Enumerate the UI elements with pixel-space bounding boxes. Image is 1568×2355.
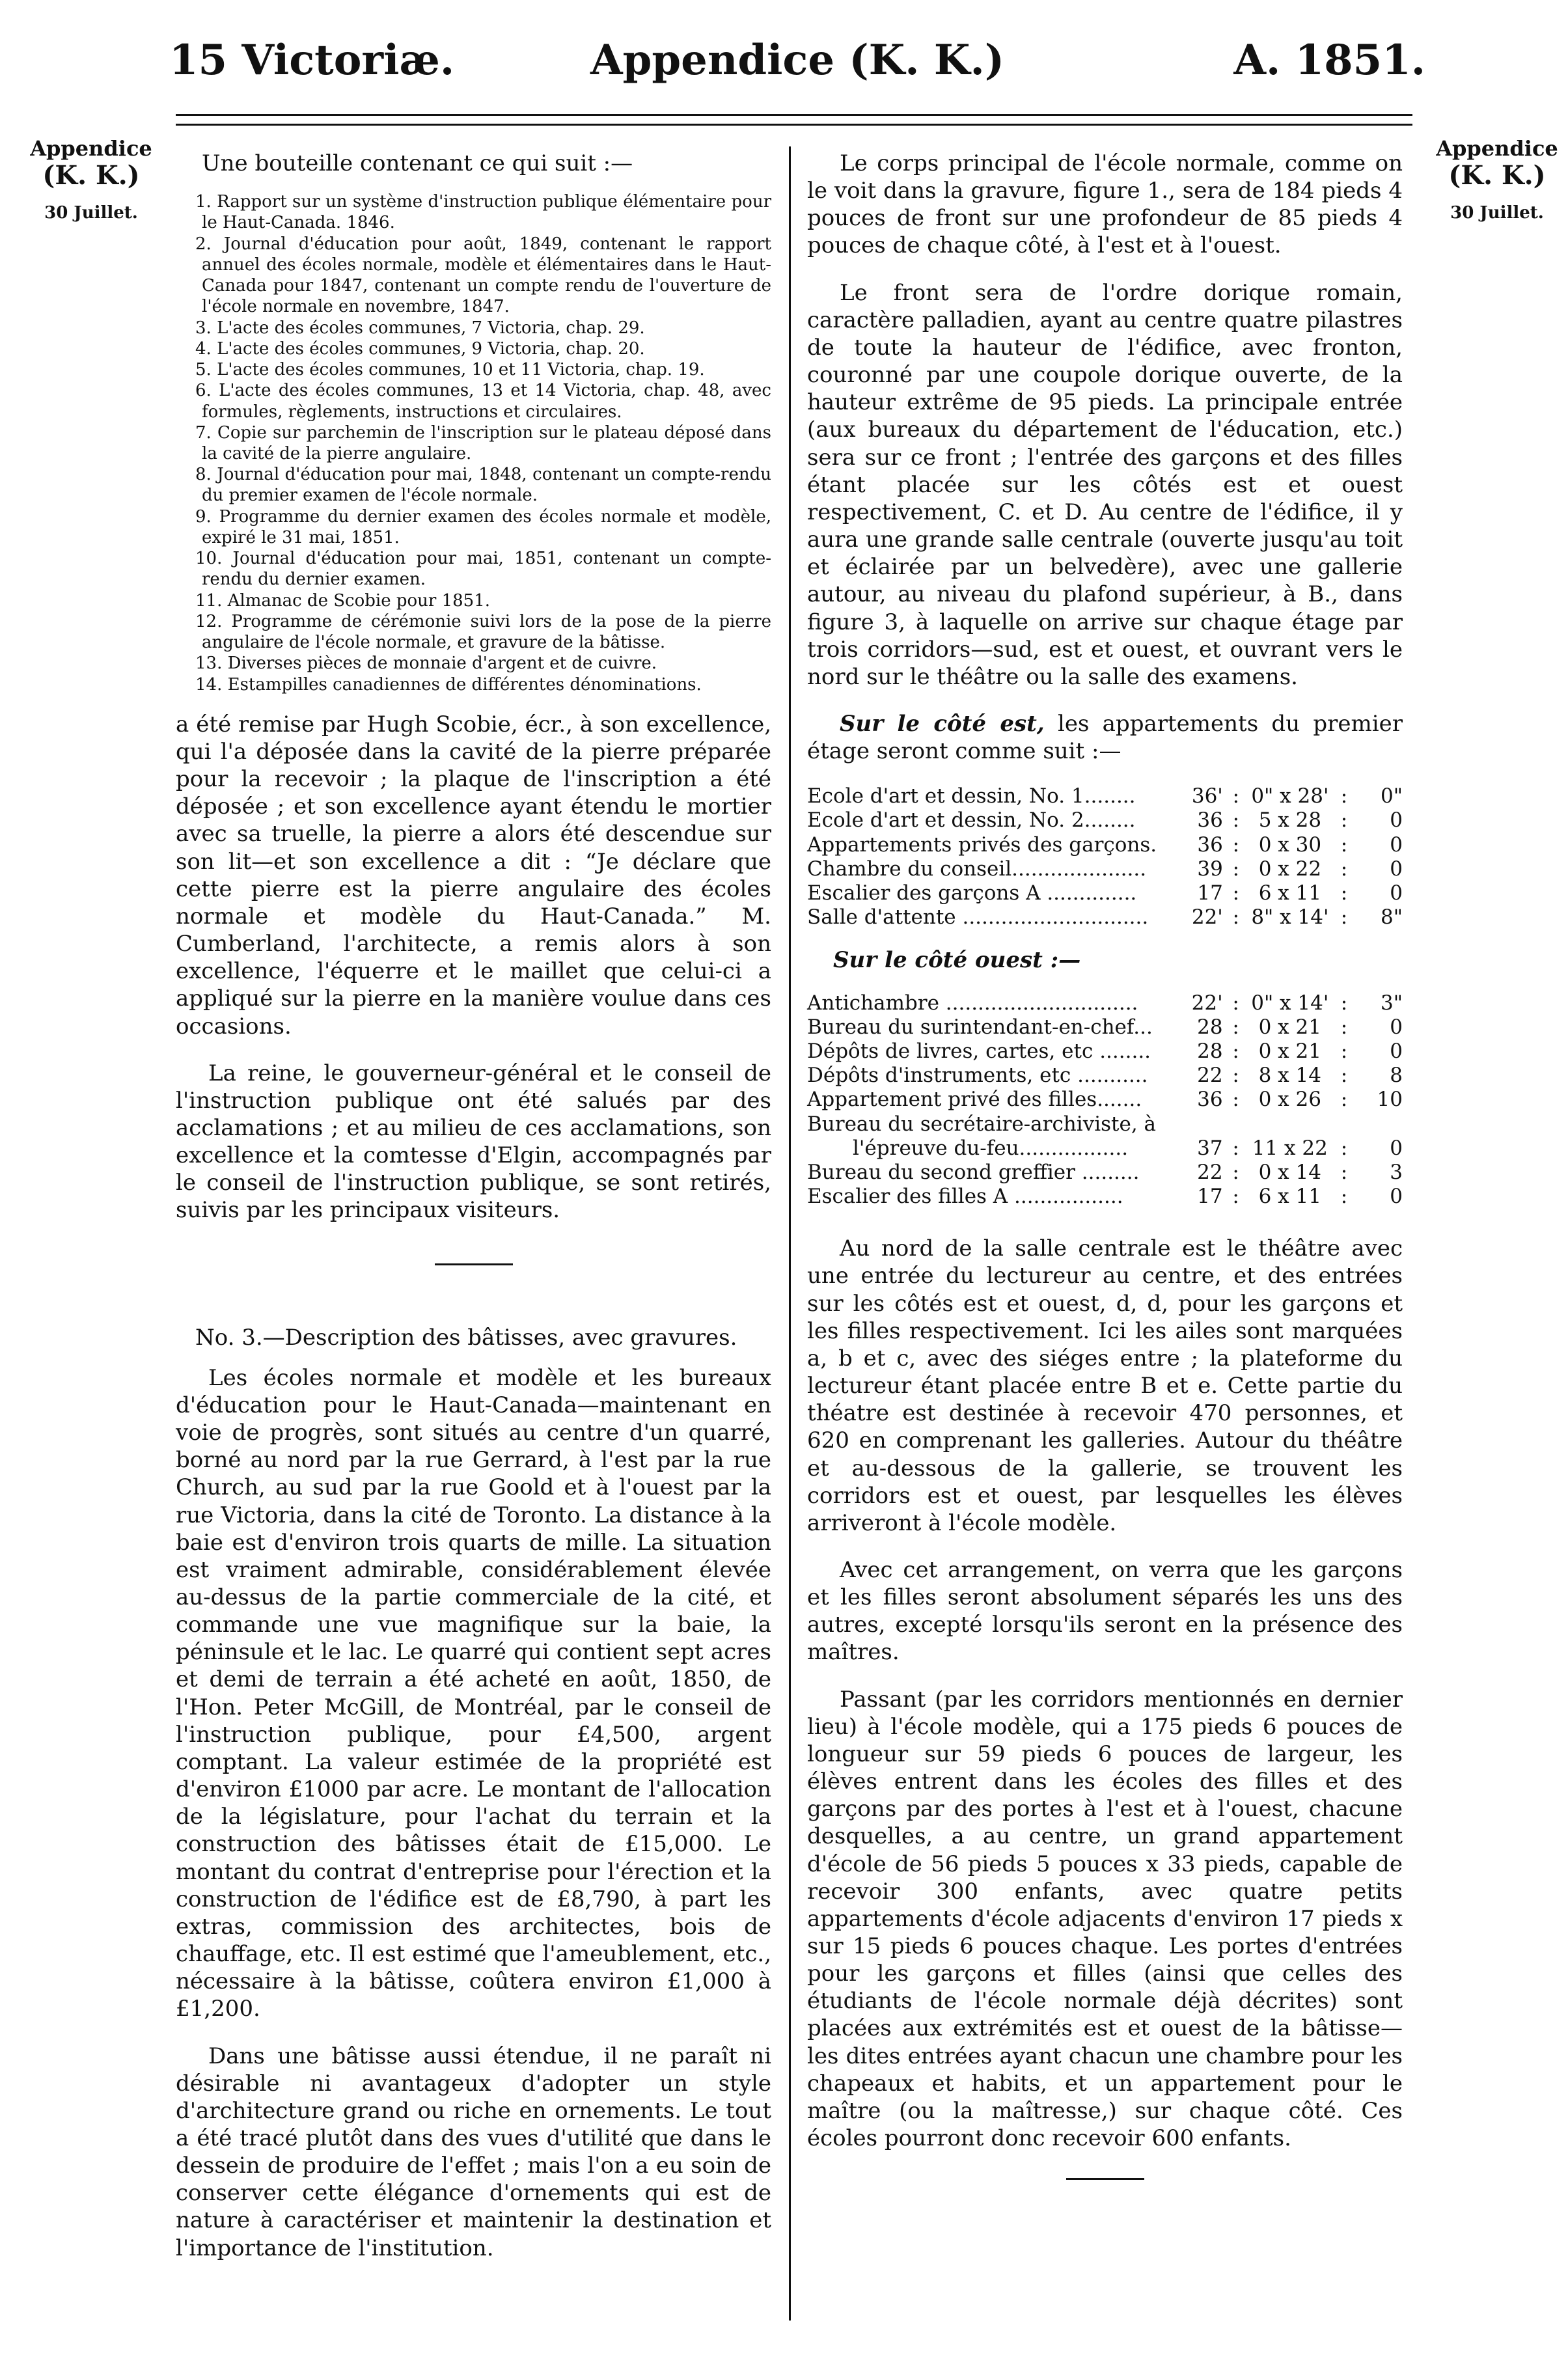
east-heading-text: les appartements du premier étage seront comme suit :— xyxy=(807,710,1403,765)
room-dim: 6 x 11 xyxy=(1258,1185,1321,1209)
room-dim: 0 x 26 xyxy=(1258,1088,1321,1112)
paragraph: Passant (par les corridors mentionnés en dernier lieu) à l'école modèle, qui a 175 pieds 6 pouces de longueur sur 59 pieds 6 pouces de largeur, les élèves entrent dans les écoles des filles et des garçons par des portes à l'est et à l'ouest, chacune desquelles, a au centre, un grand appartement d'école de 56 pieds 5 pouces x 33 pieds, capable de recevoir 300 enfants, avec quatre petits appartements d'école adjacents d'environ 17 pieds x sur 15 pieds 6 pouces chaque. Les portes d'entrées pour les garçons et filles (ainsi que celles des étudiants de l'école normale déjà décrites) sont placées aux extrémités est et ouest de la bâtisse—les dites entrées ayant chacun une chambre pour les chapeaux et habits, et un appartement pour le maître (ou la maîtresse,) sur chaque côté. Ces écoles pourront donc recevoir 600 enfants. xyxy=(807,1686,1403,2152)
room-width: 22 xyxy=(1197,1064,1223,1088)
room-rest: 0 xyxy=(1390,808,1403,833)
table-row xyxy=(807,857,1403,881)
room-name: Dépôts d'instruments, etc ........... xyxy=(807,1064,1148,1088)
room-rest: 3 xyxy=(1390,1160,1403,1184)
room-rest: 3" xyxy=(1381,991,1403,1015)
room-width: 39 xyxy=(1197,857,1223,881)
room-width: 22' xyxy=(1191,991,1223,1015)
table-row xyxy=(807,1136,1403,1161)
paragraph: Dans une bâtisse aussi étendue, il ne paraît ni désirable ni avantageux d'adopter un style d'architecture grand ou riche en ornements. Le tout a été tracé plutôt dans des vues d'utilité que dans le dessein de produire de l'effet ; mais l'on a eu soin de conserver cette élégance d'ornements qui est de nature à caractériser et maintenir la destination et l'importance de l'institution. xyxy=(176,2043,771,2261)
paragraph: Les écoles normale et modèle et les bureaux d'éducation pour le Haut-Canada—maintenant en voie de progrès, sont situés au centre d'un quarré, borné au nord par la rue Gerrard, à l'est par la rue Church, au sud par la rue Goold et à l'ouest par la rue Victoria, dans la cité de Toronto. La distance à la baie est d'environ trois quarts de mille. La situation est vraiment admirable, considérablement élevée au-dessus de la partie commerciale de la cité, et commande une vue magnifique sur la baie, la péninsule et le lac. Le quarré qui contient sept acres et demi de terrain a été acheté en août, 1850, de l'Hon. Peter McGill, de Montréal, par le conseil de l'instruction publique, pour £4,500, argent comptant. La valeur estimée de la propriété est d'environ £1000 par acre. Le montant de l'allocation de la législature, pour l'achat du terrain et la construction des bâtisses était de £15,000. Le montant du contrat d'entreprise pour l'érection et la construction de l'édifice est de £8,790, à part les extras, commission des architectes, bois de chauffage, etc. Il est estimé que l'ameublement, etc., nécessaire à la bâtisse, coûtera environ £1,000 à £1,200. xyxy=(176,1364,771,2022)
separator: : xyxy=(1232,784,1240,808)
paragraph: Au nord de la salle centrale est le théâtre avec une entrée du lectureur au centre, et des entrées sur les côtés est et ouest, d, d, pour les garçons et les filles respectivement. Ici les ailes sont marquées a, b et c, avec des siéges entre ; la plateforme du lectureur étant placée entre B et e. Cette partie du théatre est destinée à recevoir 470 personnes, et 620 en comprenant les galleries. Autour du théâtre et au-dessous de la gallerie, se trouvent les corridors est et ouest, par lesquelles les élèves arriveront à l'école modèle. xyxy=(807,1235,1403,1536)
separator: : xyxy=(1340,991,1348,1015)
room-name: l'épreuve du-feu................. xyxy=(853,1136,1129,1160)
separator: : xyxy=(1340,833,1348,857)
paragraph: a été remise par Hugh Scobie, écr., à son excellence, qui l'a déposée dans la cavité de la pierre préparée pour la recevoir ; la plaque de l'inscription a été déposée ; et son excellence ayant étendu le mortier avec sa truelle, la pierre a alors été descendue sur son lit—et son excellence a dit : “Je déclare que cette pierre est la pierre angulaire des écoles normale et modèle du Haut-Canada.” M. Cumberland, l'architecte, a remis alors à son excellence, l'équerre et le maillet que celui-ci a appliqué sur la pierre en la manière voulue dans ces occasions. xyxy=(176,711,771,1040)
list-item: 1. Rapport sur un système d'instruction publique élémentaire pour le Haut-Canada. 1846. xyxy=(195,192,771,233)
room-name: Bureau du secrétaire-archiviste, à xyxy=(807,1112,1157,1136)
separator: : xyxy=(1232,857,1240,881)
list-item: 12. Programme de cérémonie suivi lors de la pose de la pierre angulaire de l'école normale, et gravure de la bâtisse. xyxy=(195,611,771,653)
table-row xyxy=(807,1015,1403,1040)
separator: : xyxy=(1340,857,1348,881)
room-rest: 0 xyxy=(1390,1136,1403,1160)
room-name: Bureau du second greffier ......... xyxy=(807,1160,1140,1184)
room-width: 22 xyxy=(1197,1160,1223,1184)
room-rest: 0 xyxy=(1390,881,1403,905)
room-rest: 8 xyxy=(1390,1064,1403,1088)
separator: : xyxy=(1340,808,1348,833)
margin-code: (K. K.) xyxy=(42,159,140,191)
separator: : xyxy=(1340,784,1348,808)
header-rule-top xyxy=(176,114,1412,116)
separator: : xyxy=(1340,1088,1348,1112)
east-rooms-table xyxy=(807,784,1403,930)
room-name: Appartement privé des filles....... xyxy=(807,1088,1142,1112)
page-header xyxy=(169,36,1425,88)
table-row xyxy=(807,1088,1403,1112)
separator: : xyxy=(1232,1160,1239,1184)
room-rest: 0 xyxy=(1390,1185,1403,1209)
separator: : xyxy=(1340,1064,1348,1088)
margin-note-right xyxy=(1432,137,1562,223)
list-item: 11. Almanac de Scobie pour 1851. xyxy=(195,590,491,611)
section-separator xyxy=(435,1263,513,1265)
east-heading xyxy=(807,710,1403,765)
room-dim: 0 x 21 xyxy=(1258,1015,1321,1039)
room-rest xyxy=(1357,1112,1403,1136)
room-name: Salle d'attente ............................. xyxy=(807,905,1149,930)
separator: : xyxy=(1340,905,1348,930)
paragraph: Avec cet arrangement, on verra que les garçons et les filles seront absolument séparés les uns des autres, excepté lorsqu'ils seront en la présence des maîtres. xyxy=(807,1556,1403,1666)
room-width: 37 xyxy=(1197,1136,1223,1160)
room-name: Dépôts de livres, cartes, etc ........ xyxy=(807,1039,1151,1063)
room-rest: 0 xyxy=(1390,857,1403,881)
separator: : xyxy=(1232,881,1240,905)
room-dim xyxy=(1249,1112,1331,1136)
list-item: 8. Journal d'éducation pour mai, 1848, contenant un compte-rendu du premier examen de l'école normale. xyxy=(195,465,771,506)
list-item: 9. Programme du dernier examen des écoles normale et modèle, expiré le 31 mai, 1851. xyxy=(195,506,771,547)
paragraph: Le corps principal de l'école normale, comme on le voit dans la gravure, figure 1., sera de 184 pieds 4 pouces de front sur une profondeur de 85 pieds 4 pouces de chaque côté, à l'est et à l'ouest. xyxy=(807,150,1403,259)
separator: : xyxy=(1232,1064,1239,1088)
separator: : xyxy=(1232,1039,1239,1063)
room-rest: 8" xyxy=(1381,905,1403,930)
room-dim: 0" x 28' xyxy=(1251,784,1329,808)
table-row xyxy=(807,1064,1403,1088)
room-width xyxy=(1177,1112,1223,1136)
table-row xyxy=(807,905,1403,930)
room-width: 22' xyxy=(1191,905,1223,930)
separator: : xyxy=(1232,833,1240,857)
room-name: Chambre du conseil..................... xyxy=(807,857,1147,881)
separator: : xyxy=(1232,1185,1239,1209)
separator: : xyxy=(1232,1015,1239,1039)
list-item: 10. Journal d'éducation pour mai, 1851, contenant un compte-rendu du dernier examen. xyxy=(195,549,771,590)
margin-code: (K. K.) xyxy=(1448,159,1546,191)
room-dim: 8 x 14 xyxy=(1258,1064,1321,1088)
east-heading-label: Sur le côté est, xyxy=(840,710,1045,737)
list-item: 2. Journal d'éducation pour août, 1849, contenant le rapport annuel des écoles normale, modèle et élémentaires dans le Haut-Canada pour 1847, contenant un compte rendu de l'ouverture de l'école normale en novembre, 1847. xyxy=(195,234,771,317)
header-right: A. 1851. xyxy=(1233,36,1425,85)
section-title: No. 3.—Description des bâtisses, avec gravures. xyxy=(195,1324,737,1351)
list-item: 5. L'acte des écoles communes, 10 et 11 Victoria, chap. 19. xyxy=(195,360,705,380)
room-rest: 0" xyxy=(1381,784,1403,808)
room-dim: 0 x 14 xyxy=(1258,1160,1321,1184)
room-name: Antichambre .............................. xyxy=(807,991,1138,1015)
room-width: 36 xyxy=(1197,1088,1223,1112)
margin-label: Appendice xyxy=(30,136,152,161)
separator xyxy=(1331,1112,1357,1136)
room-dim: 5 x 28 xyxy=(1258,808,1322,833)
room-name: Appartements privés des garçons. xyxy=(807,833,1157,857)
margin-date: 30 Juillet. xyxy=(44,202,138,223)
section-separator xyxy=(1066,2178,1144,2180)
room-name: Escalier des garçons A .............. xyxy=(807,881,1137,905)
room-width: 36 xyxy=(1197,808,1223,833)
room-width: 36' xyxy=(1191,784,1223,808)
list-item: 7. Copie sur parchemin de l'inscription sur le plateau déposé dans la cavité de la pierre angulaire. xyxy=(195,422,771,463)
column-divider xyxy=(789,146,791,2321)
header-left: 15 Victoriæ. xyxy=(169,36,455,85)
room-width: 17 xyxy=(1197,881,1223,905)
room-dim: 8" x 14' xyxy=(1251,905,1329,930)
list-item: 4. L'acte des écoles communes, 9 Victoria, chap. 20. xyxy=(195,338,645,359)
table-row xyxy=(807,1040,1403,1064)
margin-date: 30 Juillet. xyxy=(1450,202,1544,223)
room-rest: 0 xyxy=(1390,1015,1403,1039)
table-row xyxy=(807,1185,1403,1209)
west-heading: Sur le côté ouest :— xyxy=(833,947,1081,974)
separator: : xyxy=(1340,1185,1348,1209)
separator: : xyxy=(1340,1136,1348,1160)
table-row xyxy=(807,784,1403,808)
room-name: Ecole d'art et dessin, No. 2........ xyxy=(807,808,1136,833)
separator: : xyxy=(1340,881,1348,905)
left-column xyxy=(176,150,771,2317)
paragraph: La reine, le gouverneur-général et le conseil de l'instruction publique ont été salués par des acclamations ; et au milieu de ces acclamations, son excellence et la comtesse d'Elgin, accompagnés par le conseil de l'instruction publique, se sont retirés, suivis par les principaux visiteurs. xyxy=(176,1060,771,1224)
header-rule-bottom xyxy=(176,124,1412,126)
room-dim: 0 x 30 xyxy=(1258,833,1322,857)
table-row xyxy=(807,808,1403,833)
west-rooms-table xyxy=(807,991,1403,1209)
room-name: Ecole d'art et dessin, No. 1........ xyxy=(807,784,1136,808)
separator: : xyxy=(1340,1015,1348,1039)
room-dim: 6 x 11 xyxy=(1258,881,1322,905)
bottle-items-list xyxy=(176,191,771,695)
room-dim: 11 x 22 xyxy=(1252,1136,1328,1160)
room-width: 17 xyxy=(1197,1185,1223,1209)
room-rest: 0 xyxy=(1390,833,1403,857)
table-row xyxy=(807,881,1403,905)
table-row xyxy=(807,991,1403,1015)
room-width: 28 xyxy=(1197,1015,1223,1039)
room-name: Bureau du surintendant-en-chef... xyxy=(807,1015,1153,1039)
margin-label: Appendice xyxy=(1436,136,1558,161)
room-rest: 0 xyxy=(1390,1039,1403,1063)
table-row xyxy=(807,1161,1403,1185)
room-dim: 0 x 22 xyxy=(1258,857,1322,881)
list-item: 14. Estampilles canadiennes de différentes dénominations. xyxy=(195,674,702,695)
separator: : xyxy=(1340,1160,1348,1184)
separator: : xyxy=(1232,808,1240,833)
separator: : xyxy=(1232,1136,1239,1160)
list-item: 6. L'acte des écoles communes, 13 et 14 Victoria, chap. 48, avec formules, règlements, instructions et circulaires. xyxy=(195,381,771,422)
room-name: Escalier des filles A ................. xyxy=(807,1185,1123,1209)
room-dim: 0 x 21 xyxy=(1258,1039,1321,1063)
table-row xyxy=(807,833,1403,857)
table-row xyxy=(807,1112,1403,1136)
list-item: 13. Diverses pièces de monnaie d'argent et de cuivre. xyxy=(195,654,657,674)
room-width: 36 xyxy=(1197,833,1223,857)
bottle-intro: Une bouteille contenant ce qui suit :— xyxy=(202,150,633,176)
header-center: Appendice (K. K.) xyxy=(590,36,1005,85)
margin-note-left xyxy=(26,137,156,223)
separator xyxy=(1223,1112,1249,1136)
paragraph: Le front sera de l'ordre dorique romain, caractère palladien, ayant au centre quatre pilastres de toute la hauteur de l'édifice, avec fronton, couronné par une coupole dorique ouverte, de la hauteur extrême de 95 pieds. La principale entrée (aux bureaux du département de l'éducation, etc.) sera sur ce front ; l'entrée des garçons et des filles étant placée sur les côtés est et ouest respectivement, C. et D. Au centre de l'édifice, il y aura une grande salle centrale (ouverte jusqu'au toit et éclairée par un belvedère), avec une gallerie autour, au niveau du plafond supérieur, à B., dans figure 3, à laquelle on arrive sur chaque étage par trois corridors—sud, est et ouest, et ouvrant vers le nord sur le théâtre ou la salle des examens. xyxy=(807,279,1403,690)
separator: : xyxy=(1232,905,1240,930)
separator: : xyxy=(1340,1039,1348,1063)
room-dim: 0" x 14' xyxy=(1251,991,1329,1015)
right-column xyxy=(807,150,1403,2317)
room-rest: 10 xyxy=(1377,1088,1403,1112)
separator: : xyxy=(1232,1088,1239,1112)
separator: : xyxy=(1232,991,1239,1015)
list-item: 3. L'acte des écoles communes, 7 Victoria, chap. 29. xyxy=(195,318,645,338)
room-width: 28 xyxy=(1197,1039,1223,1063)
